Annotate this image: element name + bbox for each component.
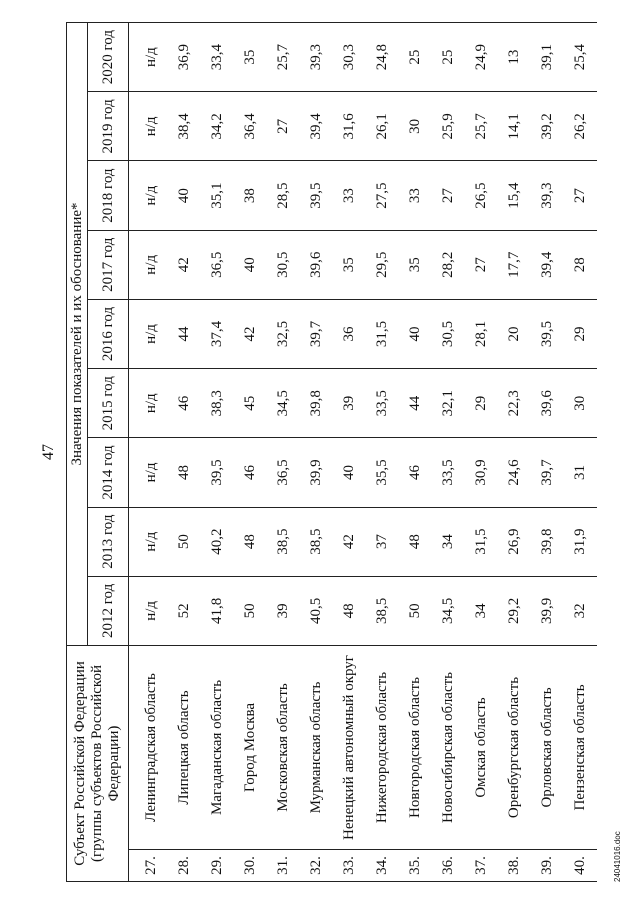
value-cell: 50: [234, 576, 267, 645]
row-number: 40.: [564, 850, 597, 882]
row-number: 35.: [399, 850, 432, 882]
value-cell: 25,7: [267, 23, 300, 92]
year-header: 2014 год: [88, 438, 129, 507]
region-name: Ленинградская область: [129, 645, 169, 849]
value-cell: 28: [564, 230, 597, 299]
value-cell: 31,9: [564, 507, 597, 576]
value-cell: 28,5: [267, 161, 300, 230]
value-cell: 39,9: [300, 438, 333, 507]
row-number: 38.: [498, 850, 531, 882]
value-cell: 27,5: [366, 161, 399, 230]
row-number: 28.: [168, 850, 201, 882]
value-cell: 44: [399, 369, 432, 438]
value-cell: 36,5: [267, 438, 300, 507]
value-cell: 17,7: [498, 230, 531, 299]
value-cell: 39: [333, 369, 366, 438]
table-row: [300, 23, 333, 882]
table-row: [129, 23, 169, 882]
year-header: 2015 год: [88, 369, 129, 438]
value-cell: 30,3: [333, 23, 366, 92]
value-cell: 38,4: [168, 92, 201, 161]
value-cell: 48: [168, 438, 201, 507]
year-header: 2020 год: [88, 23, 129, 92]
value-cell: 39,4: [300, 92, 333, 161]
rotated-page: [40, 22, 622, 882]
value-cell: 33: [333, 161, 366, 230]
value-cell: 38,5: [366, 576, 399, 645]
region-name: Мурманская область: [300, 645, 333, 849]
value-cell: 28,2: [432, 230, 465, 299]
row-number: 33.: [333, 850, 366, 882]
value-cell: 40: [234, 230, 267, 299]
table-row: [201, 23, 234, 882]
indicator-table: [66, 22, 597, 882]
table-row: [234, 23, 267, 882]
value-cell: 40: [168, 161, 201, 230]
region-name: Нижегородская область: [366, 645, 399, 849]
value-cell: 36,9: [168, 23, 201, 92]
table-row: [498, 23, 531, 882]
value-cell: 36: [333, 299, 366, 368]
value-cell: 30: [564, 369, 597, 438]
value-cell: 39,5: [300, 161, 333, 230]
row-number: 36.: [432, 850, 465, 882]
value-cell: 15,4: [498, 161, 531, 230]
value-cell: 48: [333, 576, 366, 645]
region-name: Новгородская область: [399, 645, 432, 849]
value-cell: 39,5: [201, 438, 234, 507]
value-cell: 41,8: [201, 576, 234, 645]
value-cell: 39,3: [300, 23, 333, 92]
value-cell: 42: [333, 507, 366, 576]
value-cell: 39,2: [531, 92, 564, 161]
value-cell: н/д: [129, 438, 169, 507]
value-cell: 36,4: [234, 92, 267, 161]
value-cell: 13: [498, 23, 531, 92]
value-cell: 40: [333, 438, 366, 507]
value-cell: 30,5: [432, 299, 465, 368]
value-cell: 39: [267, 576, 300, 645]
table-row: [267, 23, 300, 882]
value-cell: 42: [168, 230, 201, 299]
value-cell: 27: [432, 161, 465, 230]
year-header: 2013 год: [88, 507, 129, 576]
value-cell: 25,7: [465, 92, 498, 161]
row-number: 30.: [234, 850, 267, 882]
value-cell: н/д: [129, 576, 169, 645]
value-cell: 35: [333, 230, 366, 299]
value-cell: 40,2: [201, 507, 234, 576]
value-cell: 50: [168, 507, 201, 576]
value-cell: 34: [465, 576, 498, 645]
value-cell: 33,5: [366, 369, 399, 438]
table-row: [366, 23, 399, 882]
row-number: 39.: [531, 850, 564, 882]
value-cell: 38,3: [201, 369, 234, 438]
value-cell: 29: [564, 299, 597, 368]
region-name: Пензенская область: [564, 645, 597, 849]
year-header: 2018 год: [88, 161, 129, 230]
value-cell: 38: [234, 161, 267, 230]
value-cell: 39,7: [531, 438, 564, 507]
value-cell: 39,7: [300, 299, 333, 368]
value-cell: 39,1: [531, 23, 564, 92]
document-code: 24041016.doc: [613, 831, 622, 882]
value-cell: н/д: [129, 369, 169, 438]
value-cell: 26,9: [498, 507, 531, 576]
year-header: 2016 год: [88, 299, 129, 368]
value-cell: 36,5: [201, 230, 234, 299]
value-cell: 24,9: [465, 23, 498, 92]
value-cell: 30,5: [267, 230, 300, 299]
value-cell: 42: [234, 299, 267, 368]
year-header: 2012 год: [88, 576, 129, 645]
table-row: [465, 23, 498, 882]
value-cell: 32: [564, 576, 597, 645]
table-row: [168, 23, 201, 882]
table-row: [333, 23, 366, 882]
row-number: 37.: [465, 850, 498, 882]
value-cell: 27: [267, 92, 300, 161]
value-cell: 34: [432, 507, 465, 576]
value-cell: н/д: [129, 507, 169, 576]
value-cell: 26,1: [366, 92, 399, 161]
value-cell: 32,5: [267, 299, 300, 368]
value-cell: 33,4: [201, 23, 234, 92]
region-name: Омская область: [465, 645, 498, 849]
table-row: [399, 23, 432, 882]
value-cell: н/д: [129, 92, 169, 161]
value-cell: 32,1: [432, 369, 465, 438]
region-name: Московская область: [267, 645, 300, 849]
value-cell: 24,8: [366, 23, 399, 92]
region-name: Ненецкий автономный округ: [333, 645, 366, 849]
value-cell: 30: [399, 92, 432, 161]
value-cell: 29,2: [498, 576, 531, 645]
values-column-header: Значения показателей и их обоснование*: [67, 23, 88, 646]
region-name: Орловская область: [531, 645, 564, 849]
value-cell: н/д: [129, 230, 169, 299]
value-cell: н/д: [129, 161, 169, 230]
value-cell: 30,9: [465, 438, 498, 507]
value-cell: 39,3: [531, 161, 564, 230]
row-number: 31.: [267, 850, 300, 882]
year-header: 2019 год: [88, 92, 129, 161]
value-cell: 31: [564, 438, 597, 507]
value-cell: 28,1: [465, 299, 498, 368]
value-cell: 35: [399, 230, 432, 299]
table-body: [129, 23, 598, 882]
value-cell: 31,5: [465, 507, 498, 576]
value-cell: 46: [399, 438, 432, 507]
value-cell: 46: [234, 438, 267, 507]
value-cell: 26,5: [465, 161, 498, 230]
value-cell: 39,9: [531, 576, 564, 645]
table-row: [432, 23, 465, 882]
value-cell: н/д: [129, 299, 169, 368]
value-cell: 37: [366, 507, 399, 576]
value-cell: 44: [168, 299, 201, 368]
row-number: 32.: [300, 850, 333, 882]
value-cell: 40: [399, 299, 432, 368]
value-cell: 20: [498, 299, 531, 368]
value-cell: 34,5: [432, 576, 465, 645]
value-cell: 38,5: [300, 507, 333, 576]
value-cell: 38,5: [267, 507, 300, 576]
value-cell: 27: [564, 161, 597, 230]
region-name: Магаданская область: [201, 645, 234, 849]
value-cell: 48: [234, 507, 267, 576]
value-cell: 29: [465, 369, 498, 438]
value-cell: 37,4: [201, 299, 234, 368]
value-cell: 48: [399, 507, 432, 576]
value-cell: 27: [465, 230, 498, 299]
value-cell: 52: [168, 576, 201, 645]
value-cell: 39,6: [300, 230, 333, 299]
row-number: 34.: [366, 850, 399, 882]
value-cell: 25,4: [564, 23, 597, 92]
page-number: 47: [40, 444, 57, 460]
value-cell: 25: [432, 23, 465, 92]
table-row: [531, 23, 564, 882]
value-cell: 39,4: [531, 230, 564, 299]
table-row: [564, 23, 597, 882]
region-name: Город Москва: [234, 645, 267, 849]
value-cell: 33,5: [432, 438, 465, 507]
value-cell: 39,5: [531, 299, 564, 368]
region-name: Липецкая область: [168, 645, 201, 849]
region-name: Новосибирская область: [432, 645, 465, 849]
value-cell: 46: [168, 369, 201, 438]
value-cell: 45: [234, 369, 267, 438]
value-cell: 33: [399, 161, 432, 230]
value-cell: 35: [234, 23, 267, 92]
value-cell: 22,3: [498, 369, 531, 438]
header-row-1: [67, 23, 88, 882]
value-cell: 40,5: [300, 576, 333, 645]
value-cell: 35,1: [201, 161, 234, 230]
value-cell: 25: [399, 23, 432, 92]
row-number: 29.: [201, 850, 234, 882]
value-cell: 26,2: [564, 92, 597, 161]
region-name: Оренбургская область: [498, 645, 531, 849]
year-header: 2017 год: [88, 230, 129, 299]
value-cell: 39,8: [300, 369, 333, 438]
row-number: 27.: [129, 850, 169, 882]
value-cell: 31,5: [366, 299, 399, 368]
value-cell: 39,6: [531, 369, 564, 438]
value-cell: 29,5: [366, 230, 399, 299]
value-cell: 39,8: [531, 507, 564, 576]
value-cell: 34,2: [201, 92, 234, 161]
value-cell: 14,1: [498, 92, 531, 161]
subject-column-header: Субъект Российской Федерации (группы субъектов Российской Федерации): [67, 645, 129, 881]
value-cell: 31,6: [333, 92, 366, 161]
value-cell: 25,9: [432, 92, 465, 161]
value-cell: 35,5: [366, 438, 399, 507]
value-cell: н/д: [129, 23, 169, 92]
value-cell: 24,6: [498, 438, 531, 507]
value-cell: 50: [399, 576, 432, 645]
value-cell: 34,5: [267, 369, 300, 438]
